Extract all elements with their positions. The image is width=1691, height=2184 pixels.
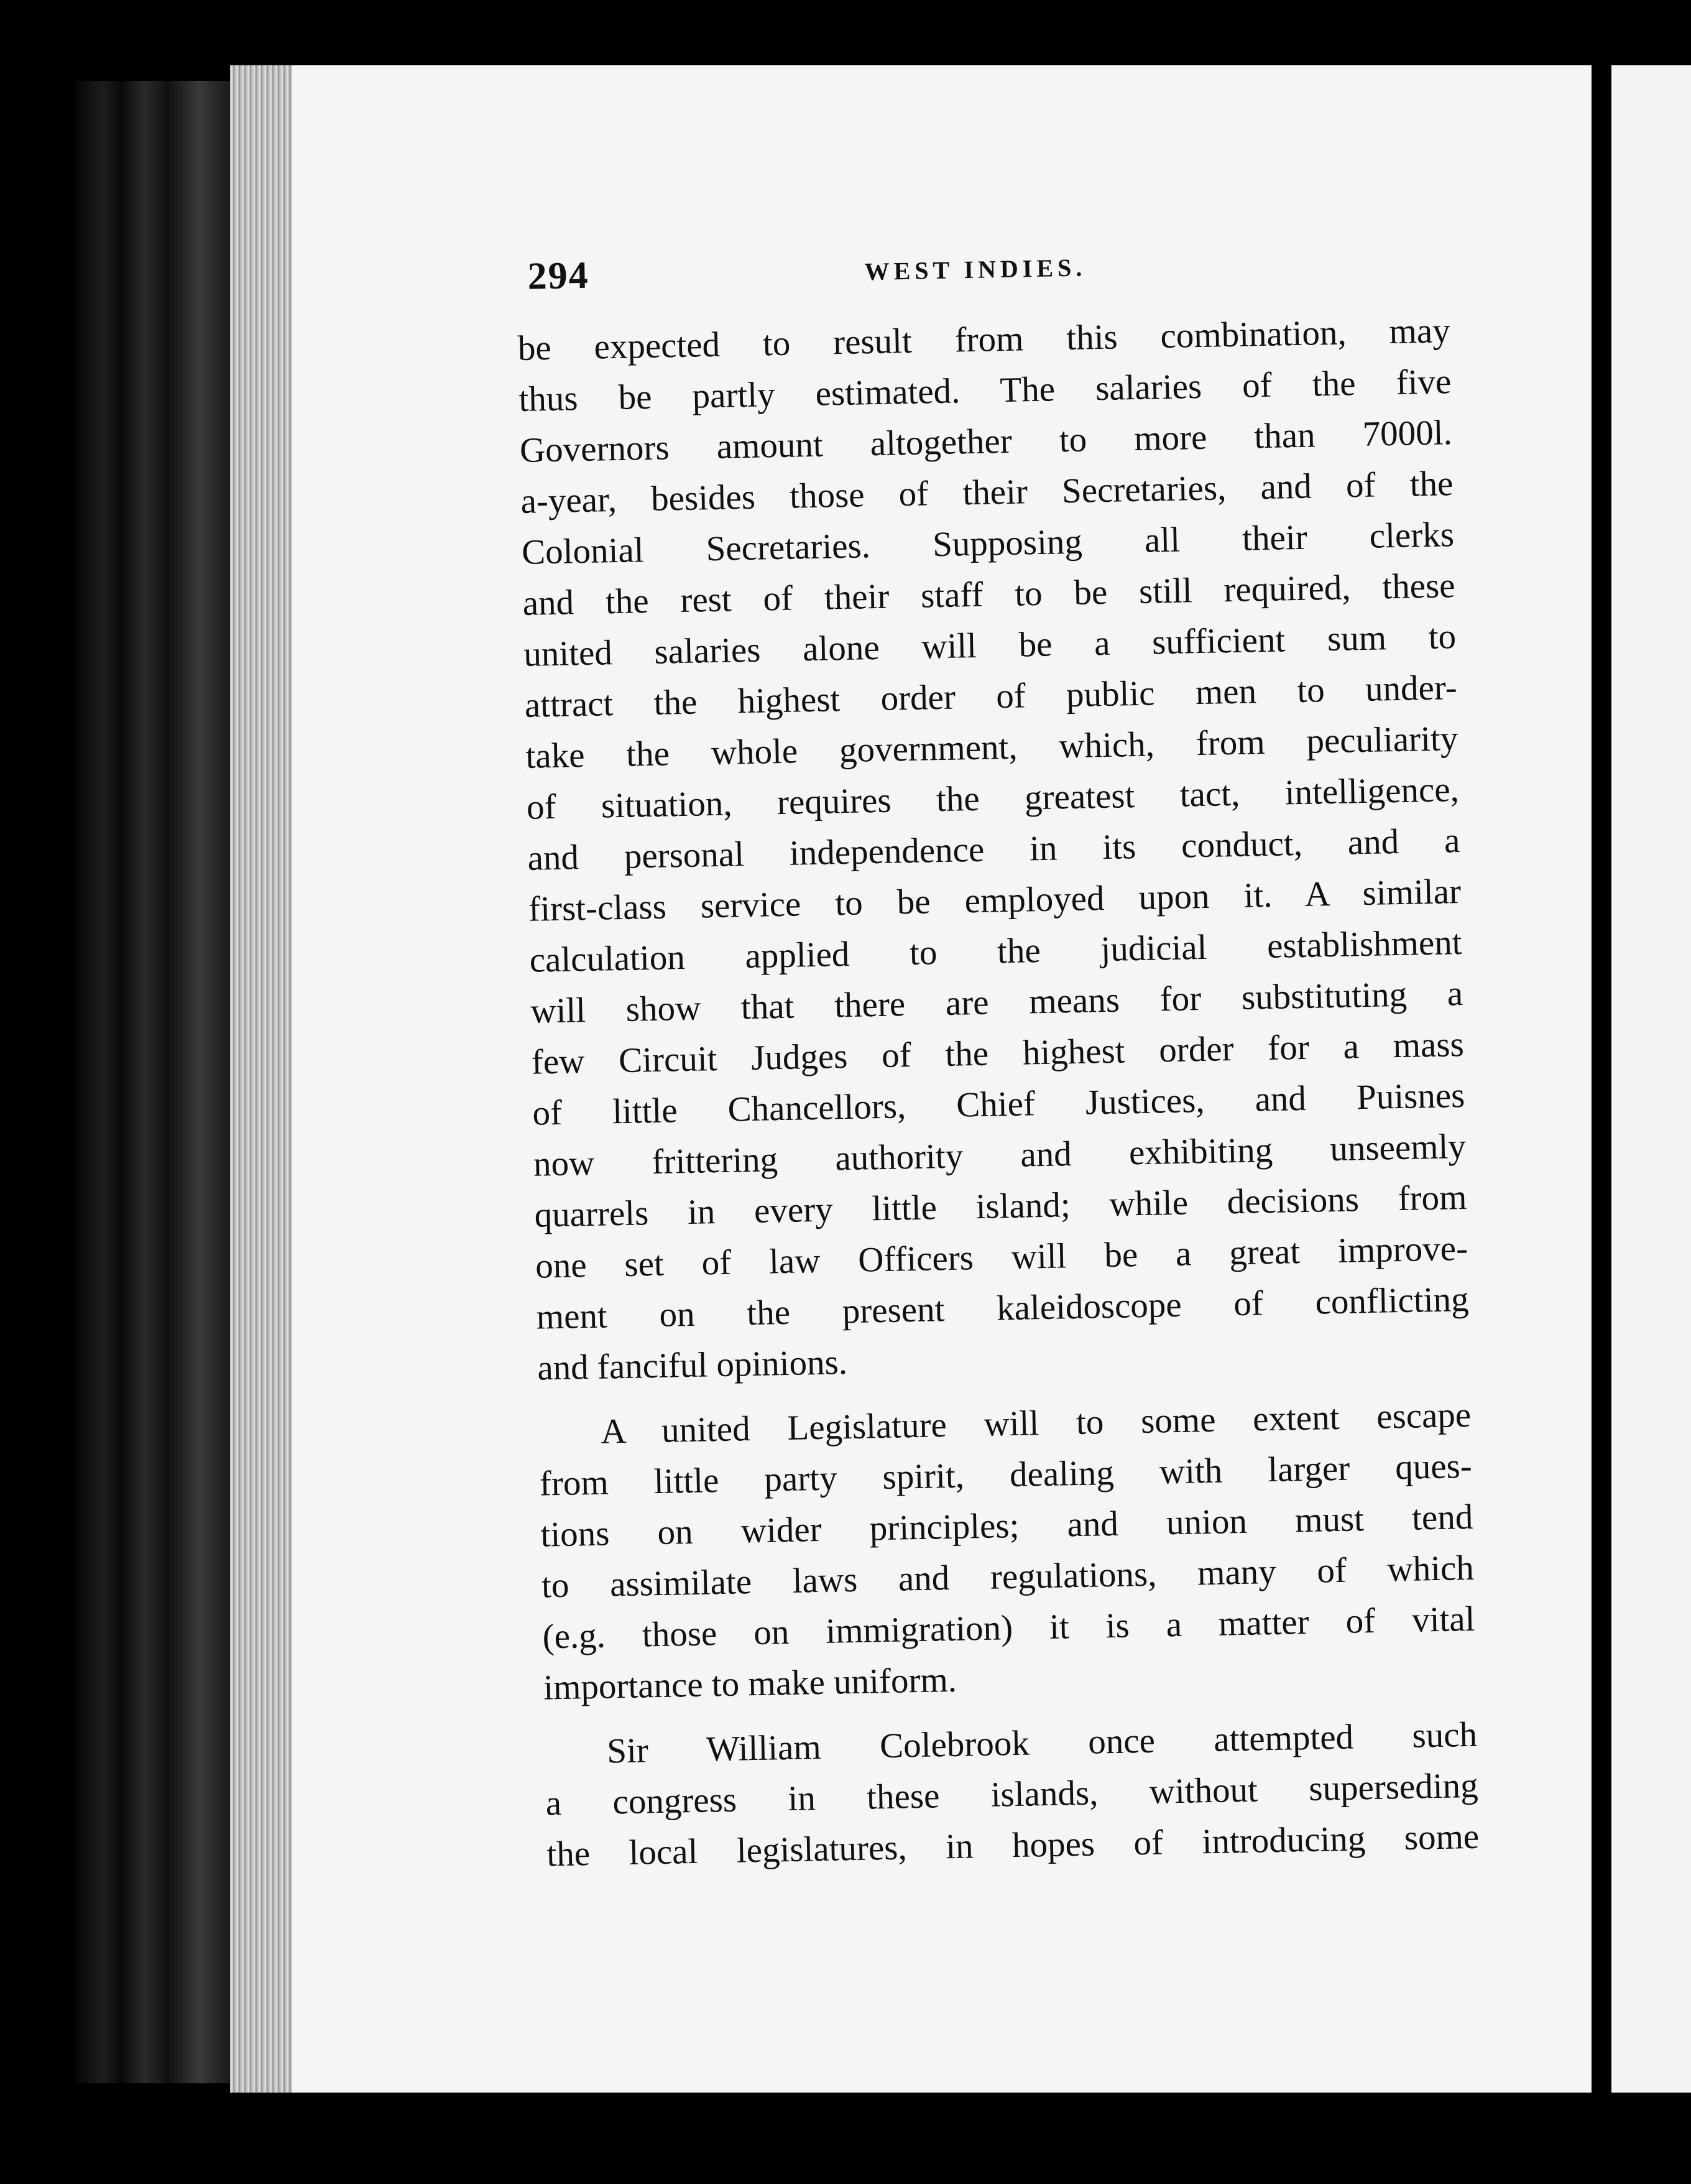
text-line: thus be partly estimated. The salaries of the five <box>518 362 1452 419</box>
text-line: a congress in these islands, without superseding <box>545 1765 1479 1823</box>
text-line: united salaries alone will be a sufficient sum to <box>523 617 1457 674</box>
text-line: of situation, requires the greatest tact, intelligence, <box>526 770 1460 827</box>
text-line: the local legislatures, in hopes of introducing some <box>546 1816 1480 1874</box>
text-line: one set of law Officers will be a great improve- <box>535 1228 1468 1286</box>
text-line: (e.g. those on immigration) it is a matter of vital <box>542 1599 1475 1657</box>
text-line: and the rest of their staff to be still required, these <box>522 566 1456 623</box>
text-line: first-class service to be employed upon it. A similar <box>528 872 1462 929</box>
text-line: importance to make uniform. <box>543 1660 957 1708</box>
text-line: from little party spirit, dealing with larger ques- <box>539 1446 1473 1504</box>
text-line: to assimilate laws and regulations, many of which <box>541 1548 1475 1606</box>
page-gutter <box>1592 65 1611 2093</box>
text-line: will show that there are means for substituting a <box>530 973 1463 1031</box>
text-line: A united Legislature will to some extent escape <box>600 1395 1472 1451</box>
book-spine <box>75 81 230 2083</box>
text-line: quarrels in every little island; while decisions from <box>534 1177 1467 1235</box>
text-line: now frittering authority and exhibiting unseemly <box>533 1126 1467 1184</box>
text-line: and personal independence in its conduct, and a <box>527 821 1460 878</box>
text-line: ment on the present kaleidoscope of conflicting <box>536 1279 1470 1337</box>
text-line: attract the highest order of public men to under- <box>524 668 1458 725</box>
text-line: tions on wider principles; and union must tend <box>540 1497 1473 1555</box>
text-line: calculation applied to the judicial establishment <box>529 923 1463 980</box>
text-line: a-year, besides those of their Secretaries, and of the <box>520 464 1454 521</box>
running-head: WEST INDIES. <box>864 253 1087 286</box>
text-line: and fanciful opinions. <box>537 1343 848 1388</box>
page-text <box>516 237 1480 1880</box>
text-line: Sir William Colebrook once attempted such <box>606 1714 1478 1771</box>
text-line: be expected to result from this combination, may <box>517 311 1451 368</box>
facing-page-edge <box>1611 65 1691 2093</box>
page-number: 294 <box>527 254 590 298</box>
page-edges <box>230 65 292 2093</box>
text-line: Governors amount altogether to more than 7000l. <box>519 413 1453 470</box>
text-line: of little Chancellors, Chief Justices, and Puisnes <box>532 1075 1465 1133</box>
text-line: take the whole government, which, from peculiarity <box>525 719 1458 776</box>
text-line: Colonial Secretaries. Supposing all their clerks <box>521 515 1455 572</box>
text-line: few Circuit Judges of the highest order for a mass <box>531 1024 1465 1082</box>
